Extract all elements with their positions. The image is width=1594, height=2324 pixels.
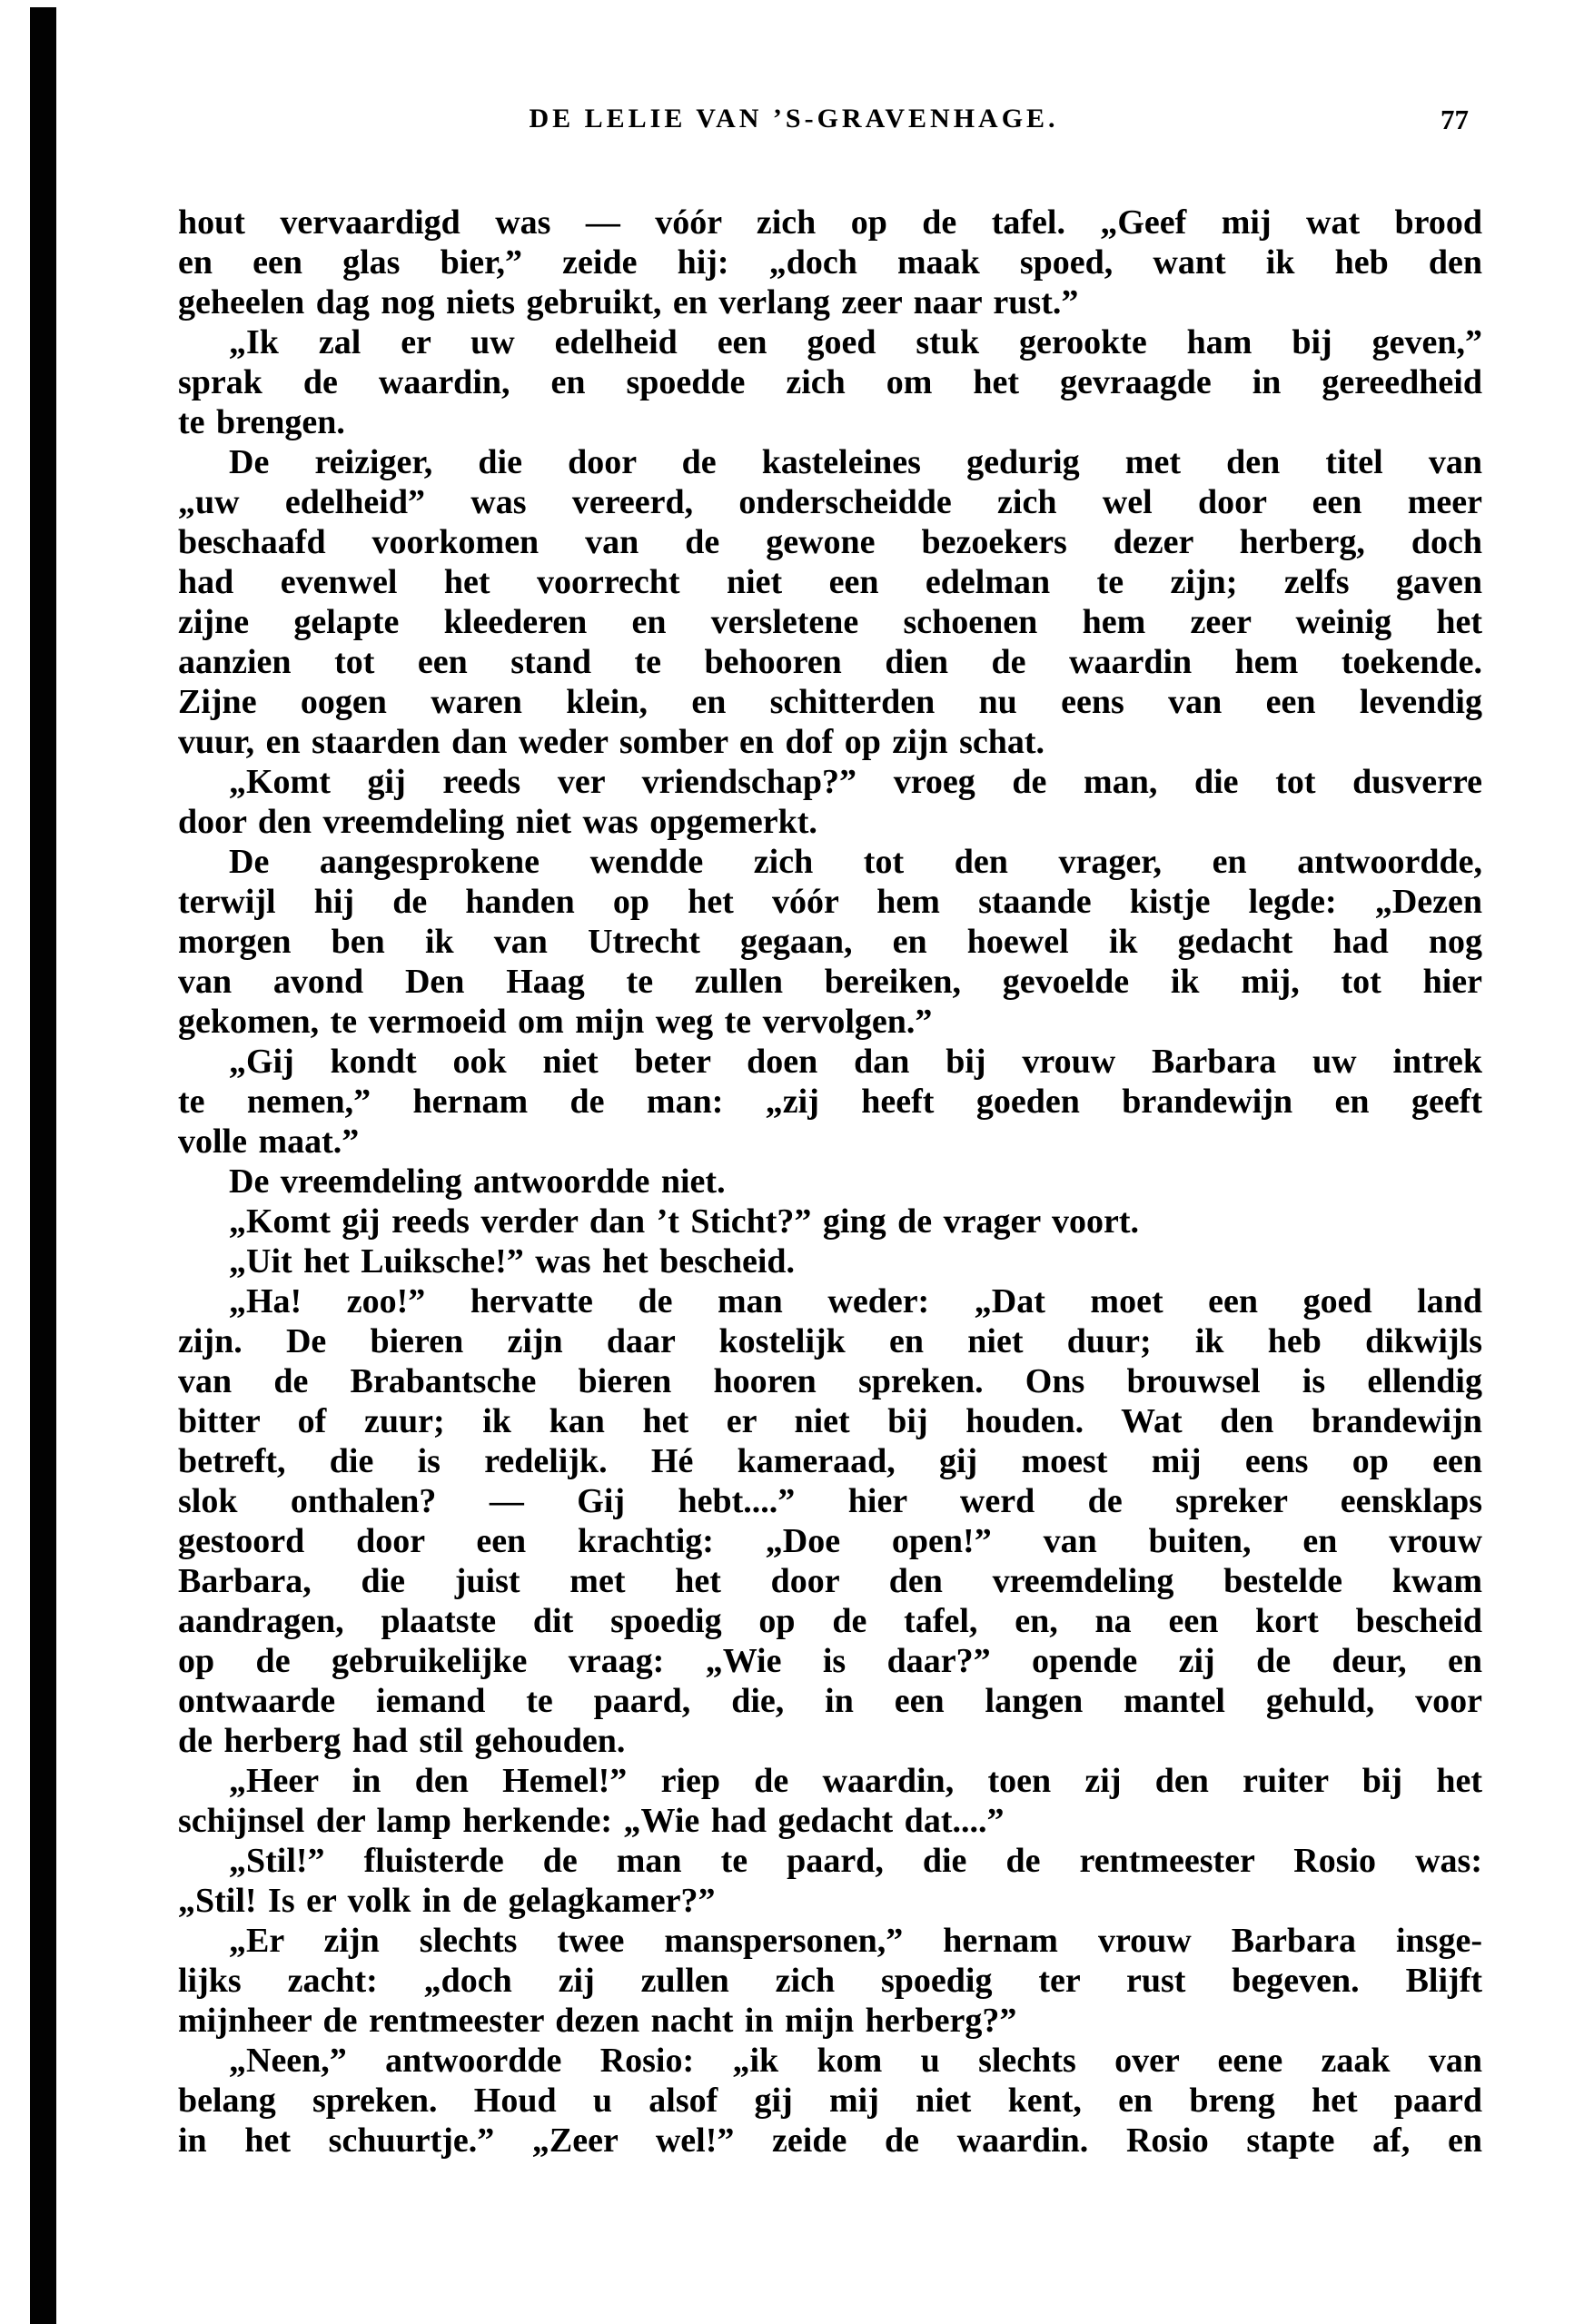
- running-title: DE LELIE VAN ’S-GRAVENHAGE.: [529, 104, 1059, 134]
- paragraph: [178, 1241, 1482, 1281]
- text-line: bitter of zuur; ik kan het er niet bij houden. Wat den brandewijn: [178, 1402, 1482, 1440]
- text-line: mijnheer de rentmeester dezen nacht in mijn herberg?”: [178, 2002, 1017, 2040]
- text-line: slok onthalen? — Gij hebt....” hier werd de spreker eensklaps: [178, 1482, 1482, 1520]
- text-line: De vreemdeling antwoordde niet.: [229, 1162, 726, 1201]
- page-header: [178, 104, 1482, 147]
- paragraph: [178, 203, 1482, 322]
- text-line: ontwaarde iemand te paard, die, in een langen mantel gehuld, voor: [178, 1682, 1482, 1720]
- text-line: De reiziger, die door de kasteleines gedurig met den titel van: [229, 443, 1482, 481]
- paragraph: [178, 1162, 1482, 1202]
- paragraph: [178, 1202, 1482, 1241]
- text-line: zijne gelapte kleederen en versletene schoenen hem zeer weinig het: [178, 603, 1482, 641]
- text-line: belang spreken. Houd u alsof gij mij niet kent, en breng het paard: [178, 2082, 1482, 2120]
- text-line: de herberg had stil gehouden.: [178, 1722, 626, 1760]
- paragraph: [178, 322, 1482, 442]
- book-gutter-shadow: [30, 7, 56, 2324]
- text-line: lijks zacht: „doch zij zullen zich spoedig ter rust begeven. Blijft: [178, 1962, 1482, 2000]
- text-line: betreft, die is redelijk. Hé kameraad, gij moest mij eens op een: [178, 1442, 1482, 1480]
- page-number: 77: [1441, 104, 1469, 135]
- text-line: „Ha! zoo!” hervatte de man weder: „Dat moet een goed land: [229, 1282, 1482, 1320]
- paragraph: [178, 1761, 1482, 1841]
- text-line: „Uit het Luiksche!” was het bescheid.: [229, 1242, 796, 1281]
- text-line: van avond Den Haag te zullen bereiken, gevoelde ik mij, tot hier: [178, 963, 1482, 1001]
- text-line: „Heer in den Hemel!” riep de waardin, toen zij den ruiter bij het: [229, 1762, 1482, 1800]
- text-line: „Stil! Is er volk in de gelagkamer?”: [178, 1882, 716, 1920]
- text-line: aandragen, plaatste dit spoedig op de tafel, en, na een kort bescheid: [178, 1602, 1482, 1640]
- paragraph: [178, 1921, 1482, 2041]
- paragraph: [178, 1042, 1482, 1162]
- text-line: te brengen.: [178, 403, 345, 441]
- text-line: terwijl hij de handen op het vóór hem staande kistje legde: „Dezen: [178, 883, 1482, 921]
- text-line: zijn. De bieren zijn daar kostelijk en niet duur; ik heb dikwijls: [178, 1322, 1482, 1360]
- text-line: aanzien tot een stand te behooren dien de waardin hem toekende.: [178, 643, 1482, 681]
- text-line: in het schuurtje.” „Zeer wel!” zeide de waardin. Rosio stapte af, en: [178, 2121, 1482, 2160]
- paragraph: [178, 1841, 1482, 1921]
- text-line: sprak de waardin, en spoedde zich om het gevraagde in gereedheid: [178, 363, 1482, 401]
- text-line: „Komt gij reeds ver vriendschap?” vroeg de man, die tot dusverre: [229, 763, 1482, 801]
- paragraph: [178, 762, 1482, 842]
- text-line: „uw edelheid” was vereerd, onderscheidde zich wel door een meer: [178, 483, 1482, 521]
- text-line: gekomen, te vermoeid om mijn weg te vervolgen.”: [178, 1003, 933, 1041]
- text-line: en een glas bier,” zeide hij: „doch maak spoed, want ik heb den: [178, 243, 1482, 282]
- paragraph: [178, 442, 1482, 762]
- text-line: vuur, en staarden dan weder somber en dof op zijn schat.: [178, 723, 1045, 761]
- text-line: beschaafd voorkomen van de gewone bezoekers dezer herberg, doch: [178, 523, 1482, 561]
- text-line: morgen ben ik van Utrecht gegaan, en hoewel ik gedacht had nog: [178, 923, 1482, 961]
- text-line: De aangesprokene wendde zich tot den vrager, en antwoordde,: [229, 843, 1482, 881]
- text-line: door den vreemdeling niet was opgemerkt.: [178, 803, 817, 841]
- text-line: van de Brabantsche bieren hooren spreken. Ons brouwsel is ellendig: [178, 1362, 1482, 1400]
- paragraph: [178, 842, 1482, 1042]
- text-line: Barbara, die juist met het door den vreemdeling bestelde kwam: [178, 1562, 1482, 1600]
- text-line: „Stil!” fluisterde de man te paard, die de rentmeester Rosio was:: [229, 1842, 1482, 1880]
- paragraph: [178, 1281, 1482, 1761]
- text-line: schijnsel der lamp herkende: „Wie had gedacht dat....”: [178, 1802, 1005, 1840]
- text-line: volle maat.”: [178, 1122, 360, 1161]
- text-line: „Neen,” antwoordde Rosio: „ik kom u slechts over eene zaak van: [229, 2042, 1482, 2080]
- paragraph: [178, 2041, 1482, 2161]
- text-line: „Ik zal er uw edelheid een goed stuk gerookte ham bij geven,”: [229, 323, 1482, 361]
- text-line: Zijne oogen waren klein, en schitterden nu eens van een levendig: [178, 683, 1482, 721]
- text-line: te nemen,” hernam de man: „zij heeft goeden brandewijn en geeft: [178, 1083, 1482, 1121]
- text-line: „Gij kondt ook niet beter doen dan bij vrouw Barbara uw intrek: [229, 1043, 1482, 1081]
- text-line: geheelen dag nog niets gebruikt, en verlang zeer naar rust.”: [178, 283, 1079, 321]
- text-line: gestoord door een krachtig: „Doe open!” van buiten, en vrouw: [178, 1522, 1482, 1560]
- text-line: had evenwel het voorrecht niet een edelman te zijn; zelfs gaven: [178, 563, 1482, 601]
- text-line: op de gebruikelijke vraag: „Wie is daar?” opende zij de deur, en: [178, 1642, 1482, 1680]
- text-block: [178, 203, 1482, 2161]
- text-line: „Er zijn slechts twee manspersonen,” hernam vrouw Barbara insge-: [229, 1922, 1482, 1960]
- text-line: „Komt gij reeds verder dan ’t Sticht?” ging de vrager voort.: [229, 1202, 1140, 1241]
- text-line: hout vervaardigd was — vóór zich op de tafel. „Geef mij wat brood: [178, 203, 1482, 242]
